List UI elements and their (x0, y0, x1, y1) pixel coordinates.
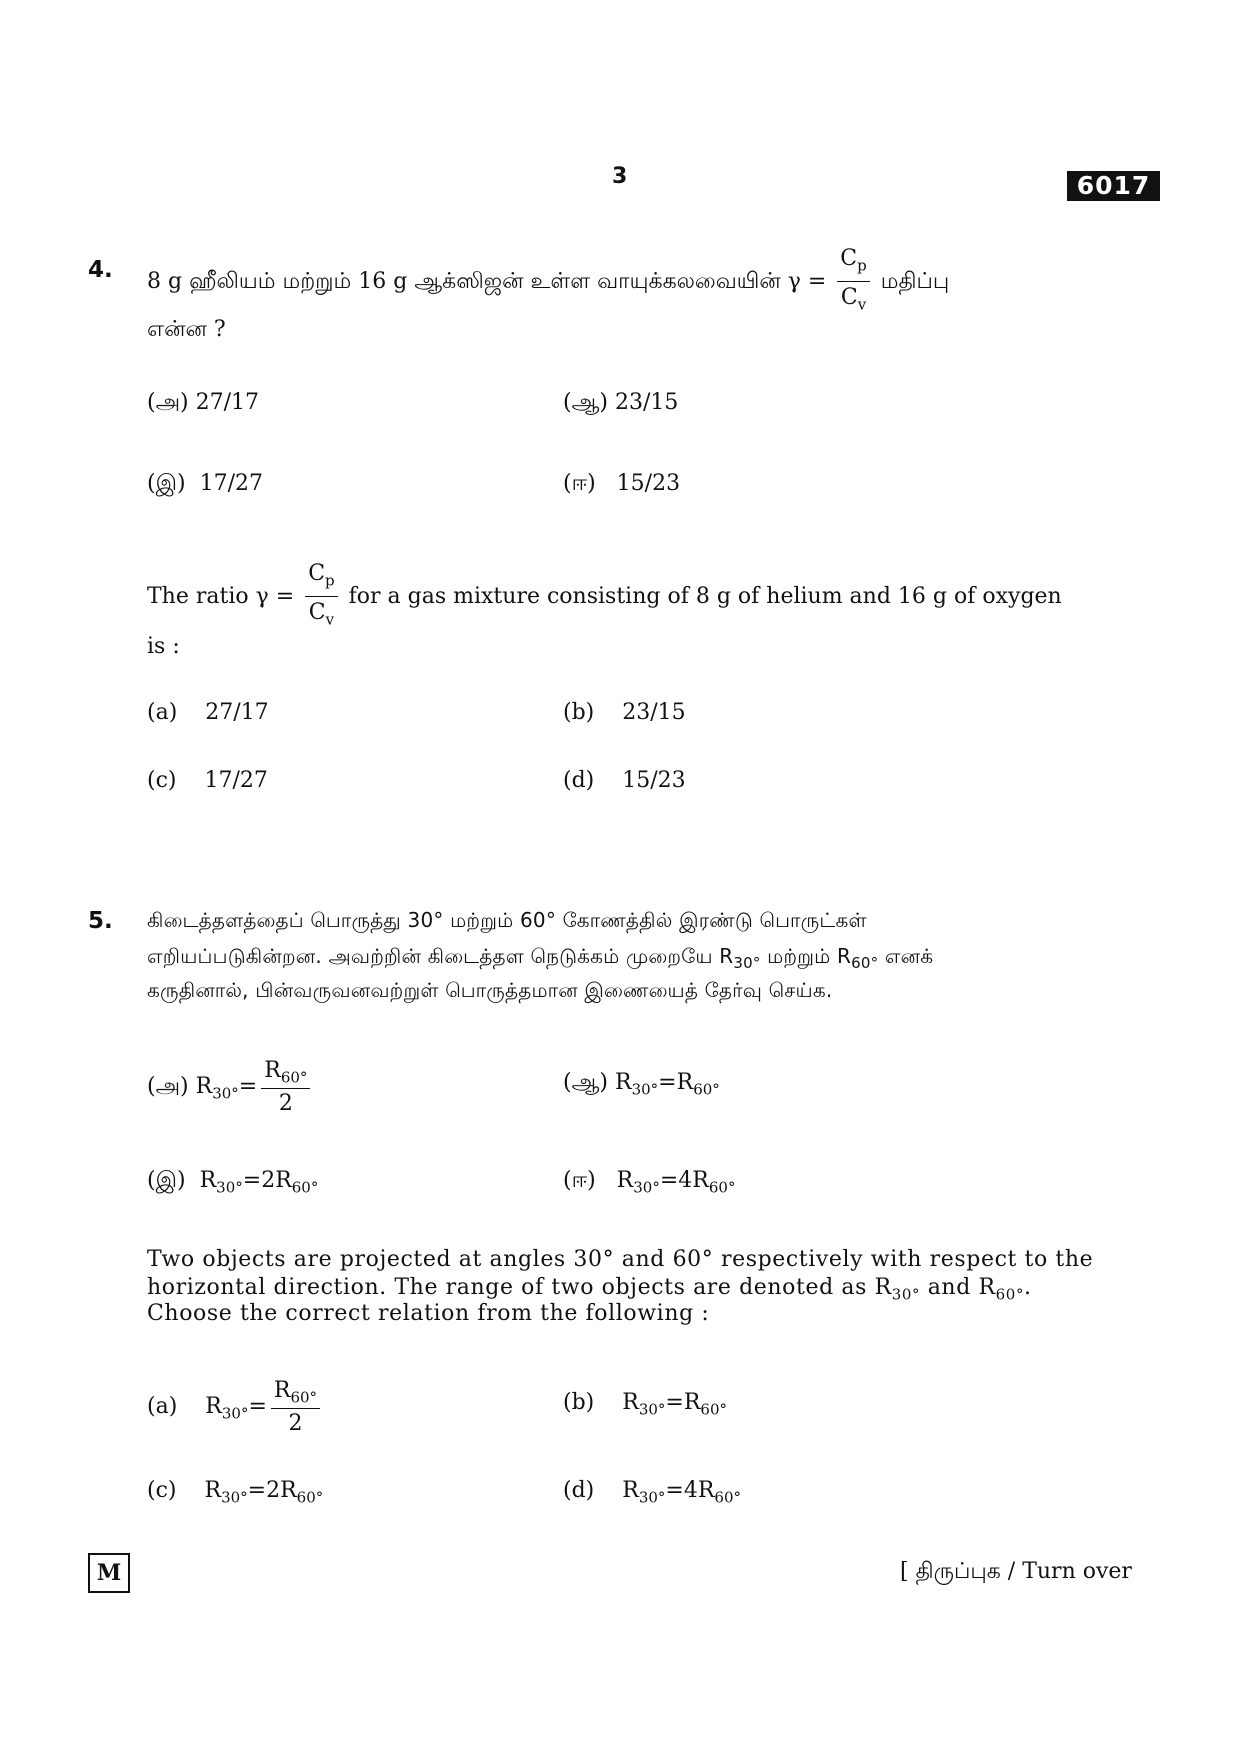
q5-tamil-line-1: கிடைத்தளத்தைப் பொருத்து 30° மற்றும் 60° கோணத்தில் இரண்டு பொருட்கள் (147, 908, 867, 932)
q4-ta-option-2: (ஆ) 23/15 (563, 390, 679, 415)
q5-ta-option-3: (இ) $R_{30^\circ}=2R_{60^\circ}$ (147, 1168, 319, 1197)
q4-english-text-b: for a gas mixture consisting of 8 g of helium and 16 g of oxygen (348, 583, 1062, 609)
turn-over-label: [ திருப்புக / Turn over (900, 1559, 1132, 1584)
q4-english-fraction (305, 560, 337, 634)
frac-num-sub: p (857, 256, 867, 275)
q4-ta-option-4: (ஈ) 15/23 (563, 471, 681, 496)
q4-tamil-line-1 (147, 245, 949, 319)
q5-en-option-c: (c) $R_{30^\circ}=2R_{60^\circ}$ (147, 1478, 324, 1507)
q5-en-option-d: (d) $R_{30^\circ}=4R_{60^\circ}$ (563, 1478, 742, 1507)
frac-num: C (308, 561, 326, 586)
q5-tamil-line-2 (147, 942, 933, 977)
frac-den-sub: v (325, 610, 335, 629)
q4-ta-option-3: (இ) 17/27 (147, 471, 263, 496)
frac-den: C (308, 600, 326, 626)
q5-en-l2-end: . (1024, 1275, 1032, 1300)
q5-ta-l2-text: எறியப்படுகின்றன. அவற்றின் கிடைத்தள நெடுக்கம் முறையே R (147, 944, 734, 968)
q5-en-option-b: (b) $R_{30^\circ}=R_{60^\circ}$ (563, 1390, 728, 1419)
q5-english-line-3: Choose the correct relation from the following : (147, 1301, 710, 1326)
q4-tamil-fraction (837, 245, 869, 319)
q4-en-option-b: (b) 23/15 (563, 700, 686, 725)
q4-tamil-text-a: 8 g ஹீலியம் மற்றும் 16 g ஆக்ஸிஜன் உள்ள வாயுக்கலவையின் γ = (147, 268, 827, 294)
q4-en-option-c: (c) 17/27 (147, 768, 268, 793)
q5-ta-option-2: (ஆ) $R_{30^\circ}=R_{60^\circ}$ (563, 1070, 720, 1099)
frac-num: C (840, 246, 858, 271)
q5-ta-l2-end: எனக் (878, 944, 934, 968)
q5-ta-sub60: 60° (851, 954, 879, 972)
q4-en-option-a: (a) 27/17 (147, 700, 269, 725)
q5-ta-option-1: (அ) $R_{30^\circ}=$ $\frac{R_{60^\circ}}{2}$ (147, 1058, 314, 1116)
q5-en-sub30: 30° (891, 1285, 921, 1304)
q5-ta-option-4: (ஈ) $R_{30^\circ}=4R_{60^\circ}$ (563, 1168, 736, 1197)
q5-english-line-1: Two objects are projected at angles 30° and 60° respectively with respect to the (147, 1247, 1094, 1272)
q5-tamil-line-3: கருதினால், பின்வருவனவற்றுள் பொருத்தமான இணையைத் தேர்வு செய்க. (147, 978, 833, 1002)
q4-english-line-1 (147, 560, 1097, 634)
q4-english-text-a: The ratio γ = (147, 583, 295, 609)
q5-en-l2-mid: and R (920, 1275, 996, 1300)
q4-tamil-text-b: மதிப்பு (880, 268, 950, 294)
q5-en-sub60: 60° (995, 1285, 1025, 1304)
q5-ta-l2-mid: மற்றும் R (760, 944, 852, 968)
q4-english-line-2: is : (147, 634, 180, 659)
q5-en-l2-text: horizontal direction. The range of two objects are denoted as R (147, 1275, 892, 1300)
paper-code: 6017 (1067, 171, 1160, 201)
q4-ta-option-1: (அ) 27/17 (147, 390, 260, 415)
q5-ta-sub30: 30° (733, 954, 761, 972)
medium-mark-box: M (88, 1553, 130, 1593)
frac-num-sub: p (325, 571, 335, 590)
frac-den: C (840, 285, 858, 311)
q4-en-option-d: (d) 15/23 (563, 768, 686, 793)
q4-tamil-line-2: என்ன ? (147, 317, 226, 342)
frac-den-sub: v (857, 295, 867, 314)
question-number-5: 5. (88, 908, 113, 934)
q5-en-option-a: (a) $R_{30^\circ}=$ $\frac{R_{60^\circ}}{2}$ (147, 1378, 324, 1436)
question-number-4: 4. (88, 257, 113, 283)
page-number: 3 (612, 164, 628, 189)
